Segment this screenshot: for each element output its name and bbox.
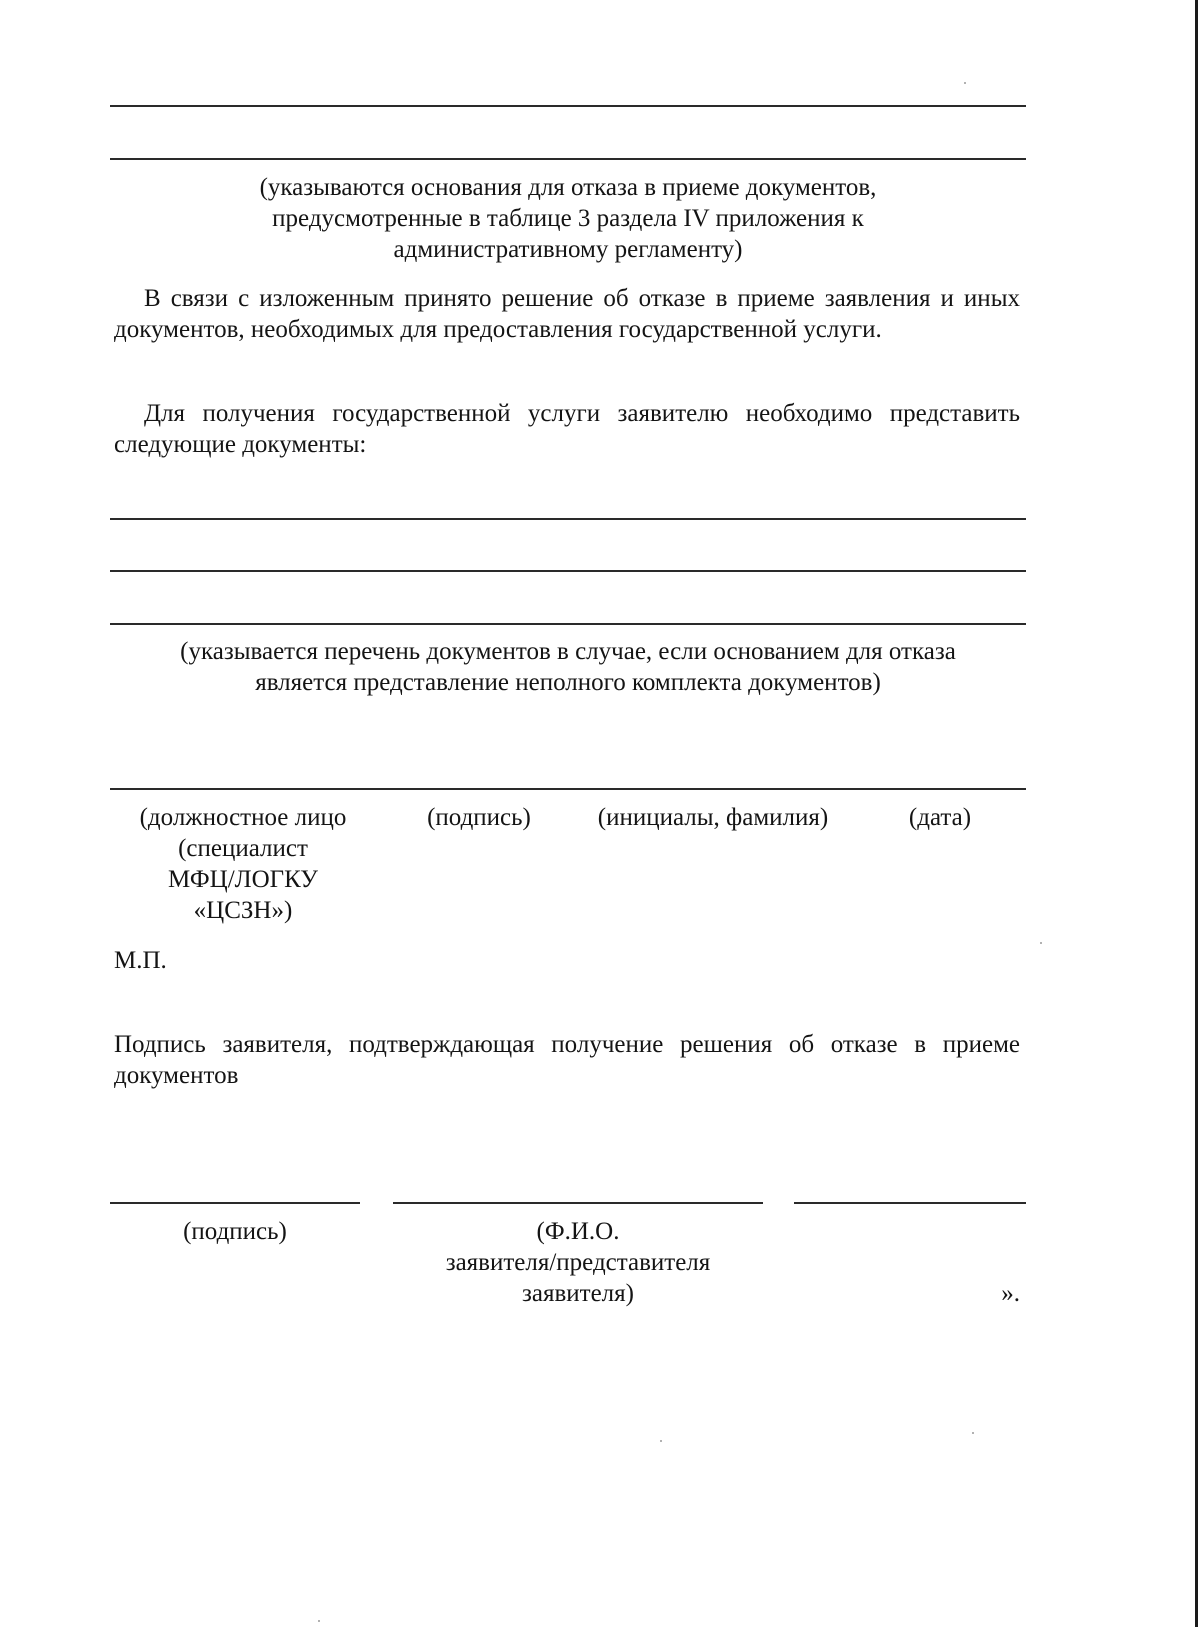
page-edge bbox=[1195, 0, 1198, 1627]
scan-speck bbox=[318, 1620, 320, 1622]
applicant-paragraph: Подпись заявителя, подтверждающая получение решения об отказе в приеме документов bbox=[114, 1031, 1020, 1089]
scan-speck bbox=[972, 1432, 974, 1434]
grounds-caption-line: административному регламенту) bbox=[393, 236, 743, 263]
documents-caption-line: является представление неполного комплекта документов) bbox=[255, 669, 881, 696]
official-initials-caption: (инициалы, фамилия) bbox=[597, 804, 829, 831]
applicant-name-line bbox=[393, 1202, 763, 1204]
grounds-caption-line: (указываются основания для отказа в приеме документов, bbox=[259, 174, 877, 201]
grounds-caption bbox=[110, 172, 1026, 265]
applicant-signature-line bbox=[110, 1202, 360, 1204]
decision-paragraph: В связи с изложенным принято решение об отказе в приеме заявления и иных документов, необходимых для предоставления государственной услуги. bbox=[114, 285, 1020, 343]
applicant-name-line-text: заявителя/представителя bbox=[445, 1249, 711, 1276]
documents-line-2 bbox=[110, 570, 1026, 572]
official-position-line: (должностное лицо bbox=[139, 804, 347, 831]
official-position-line: (специалист bbox=[178, 835, 308, 862]
official-signature-caption: (подпись) bbox=[427, 804, 531, 831]
scan-speck bbox=[660, 1440, 662, 1442]
documents-caption-line: (указывается перечень документов в случае, если основанием для отказа bbox=[180, 638, 956, 665]
grounds-line-1 bbox=[110, 105, 1026, 107]
grounds-line-2 bbox=[110, 158, 1026, 160]
grounds-caption-line: предусмотренные в таблице 3 раздела IV приложения к bbox=[272, 205, 864, 232]
official-position-line: «ЦСЗН») bbox=[193, 897, 293, 924]
documents-line-3 bbox=[110, 623, 1026, 625]
scan-speck bbox=[1040, 942, 1042, 944]
applicant-name-line-text: (Ф.И.О. bbox=[536, 1218, 620, 1245]
official-position bbox=[118, 802, 368, 926]
documents-paragraph: Для получения государственной услуги заявителю необходимо представить следующие документы: bbox=[114, 400, 1020, 458]
stamp-label: М.П. bbox=[114, 947, 167, 974]
documents-caption bbox=[110, 636, 1026, 698]
applicant-name-caption bbox=[403, 1216, 753, 1309]
official-date-caption: (дата) bbox=[908, 804, 972, 831]
applicant-name-line-text: заявителя) bbox=[522, 1280, 634, 1307]
closing-quote: ». bbox=[1001, 1280, 1020, 1307]
scan-speck bbox=[964, 82, 966, 84]
applicant-extra-line bbox=[794, 1202, 1026, 1204]
applicant-signature-caption: (подпись) bbox=[183, 1218, 287, 1245]
official-signature-line bbox=[110, 788, 1026, 790]
documents-line-1 bbox=[110, 518, 1026, 520]
official-position-line: МФЦ/ЛОГКУ bbox=[168, 866, 318, 893]
